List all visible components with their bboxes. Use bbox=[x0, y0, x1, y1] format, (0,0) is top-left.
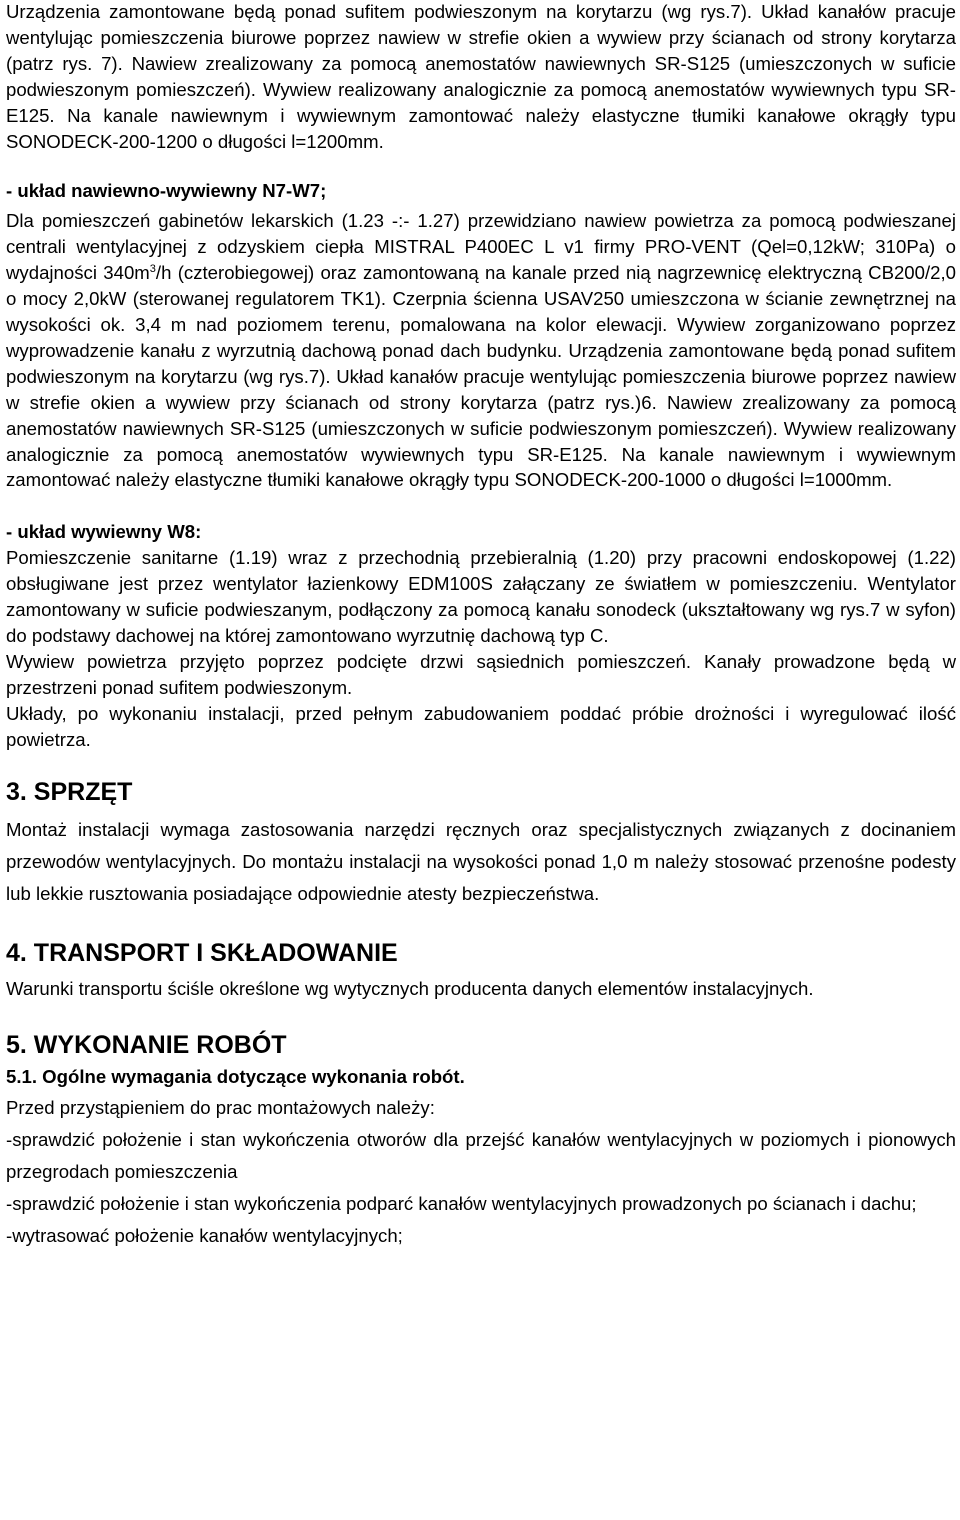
paragraph-w8-2: Wywiew powietrza przyjęto poprzez podcięte drzwi sąsiednich pomieszczeń. Kanały prowadzone będą w przestrzeni ponad sufitem podwieszonym. bbox=[6, 650, 956, 698]
paragraph-w8-3: Układy, po wykonaniu instalacji, przed pełnym zabudowaniem poddać próbie drożności i wyregulować ilość powietrza. bbox=[6, 702, 956, 750]
heading-n7-w7: - układ nawiewno-wywiewny N7-W7; bbox=[6, 180, 327, 202]
paragraph-w8-1: Pomieszczenie sanitarne (1.19) wraz z przechodnią przebieralnią (1.20) przy pracowni endoskopowej (1.22) obsługiwane jest przez wentylator łazienkowy EDM100S załączany ze światłem w pomieszczeniu. Wentylator zamontowany w suficie podwieszanym, podłączony za pomocą kanału sonodeck (ukształtowany wg rys.7 w syfon) do podstawy dachowej na której zamontowano wyrzutnię dachową typ C. bbox=[6, 547, 956, 646]
section-title-4: 4. TRANSPORT I SKŁADOWANIE bbox=[6, 939, 398, 968]
paragraph-5-1-intro: Przed przystąpieniem do prac montażowych należy: bbox=[6, 1097, 435, 1119]
list-item-3: -wytrasować położenie kanałów wentylacyjnych; bbox=[6, 1225, 403, 1247]
section-title-3: 3. SPRZĘT bbox=[6, 778, 133, 807]
section-title-5: 5. WYKONANIE ROBÓT bbox=[6, 1031, 287, 1060]
superscript-3: 3 bbox=[149, 263, 156, 276]
paragraph-n7-w7-part1: Dla pomieszczeń gabinetów lekarskich (1.23 -:- 1.27) przewidziano nawiew powietrza za pomocą podwieszanej centrali wentylacyjnej z odzyskiem ciepła MISTRAL P400EC L v1 firmy PRO-VENT (Qel=0,12kW; 310Pa) o wydajności 340m bbox=[6, 210, 956, 284]
document-page bbox=[6, 0, 956, 1252]
paragraph-n7-w7-part2: /h (czterobiegowej) oraz zamontowaną na kanale przed nią nagrzewnicę elektryczną CB200/2,0 o mocy 2,0kW (sterowanej regulatorem TK1). Czerpnia ścienna USAV250 umieszczona w ścianie zewnętrznej na wysokości ok. 3,4 m nad poziomem terenu, pomalowana na kolor elewacji. Wywiew zorganizowano poprzez wyprowadzenie kanału z wyrzutnią dachową ponad dach budynku. Urządzenia zamontowane będą ponad sufitem podwieszonym na korytarzu (wg rys.7). Układ kanałów pracuje wentylując pomieszczenia biurowe poprzez nawiew w strefie okien a wywiew przy ścianach od strony korytarza (patrz rys.)6. Nawiew zrealizowany za pomocą anemostatów nawiewnych SR-S125 (umieszczonych w suficie podwieszonym pomieszczeń). Wywiew realizowany analogicznie za pomocą anemostatów wywiewnych typu SR-E125. Na kanale nawiewnym i wywiewnym zamontować należy elastyczne tłumiki kanałowe okrągły typu SONODECK-200-1000 o długości l=1000mm. bbox=[6, 262, 957, 491]
list-item-2: -sprawdzić położenie i stan wykończenia podparć kanałów wentylacyjnych prowadzonych po ścianach i dachu; bbox=[6, 1193, 917, 1215]
heading-w8: - układ wywiewny W8: bbox=[6, 521, 202, 543]
paragraph-intro: Urządzenia zamontowane będą ponad sufitem podwieszonym na korytarzu (wg rys.7). Układ kanałów pracuje wentylując pomieszczenia biurowe poprzez nawiew w strefie okien a wywiew przy ścianach od strony korytarza (patrz rys. 7). Nawiew zrealizowany za pomocą anemostatów nawiewnych SR-S125 (umieszczonych w suficie podwieszonym pomieszczeń). Wywiew realizowany analogicznie za pomocą anemostatów wywiewnych typu SR-E125. Na kanale nawiewnym i wywiewnym zamontować należy elastyczne tłumiki kanałowe okrągły typu SONODECK-200-1200 o długości l=1200mm. bbox=[6, 1, 956, 152]
subsection-title-5-1: 5.1. Ogólne wymagania dotyczące wykonania robót. bbox=[6, 1066, 465, 1088]
paragraph-section-3: Montaż instalacji wymaga zastosowania narzędzi ręcznych oraz specjalistycznych związanych z docinaniem przewodów wentylacyjnych. Do montażu instalacji na wysokości ponad 1,0 m należy stosować przenośne podesty lub lekkie rusztowania posiadające odpowiednie atesty bezpieczeństwa. bbox=[6, 819, 956, 905]
paragraph-section-4: Warunki transportu ściśle określone wg wytycznych producenta danych elementów instalacyjnych. bbox=[6, 978, 814, 1000]
list-item-1: -sprawdzić położenie i stan wykończenia otworów dla przejść kanałów wentylacyjnych w poziomych i pionowych przegrodach pomieszczenia bbox=[6, 1129, 956, 1183]
paragraph-n7-w7 bbox=[6, 208, 956, 493]
